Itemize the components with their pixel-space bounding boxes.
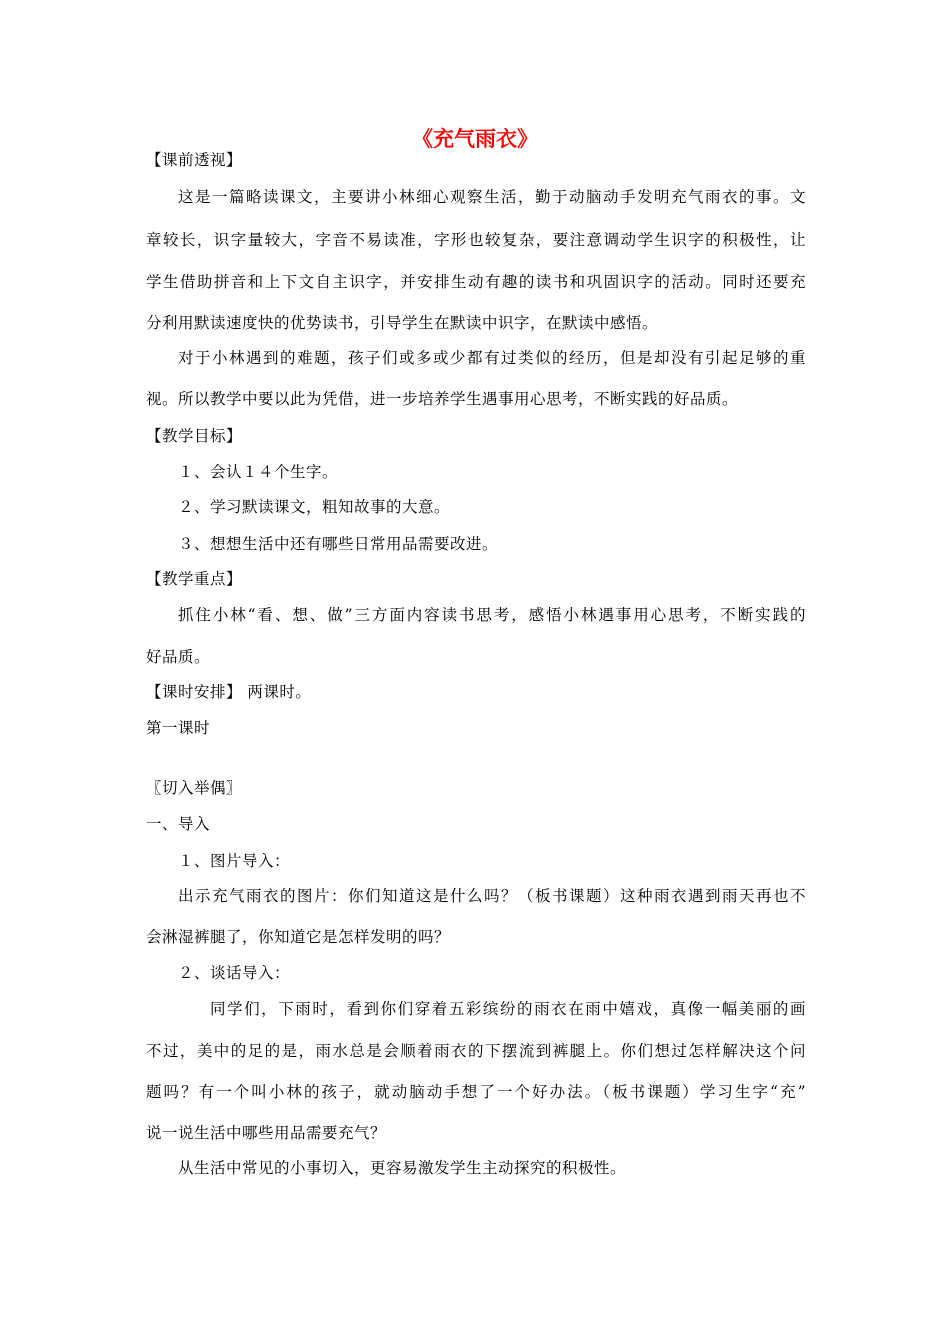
focus-heading: 【教学重点】 — [146, 570, 243, 588]
intro-1-line-2: 会淋湿裤腿了，你知道它是怎样发明的吗？ — [146, 928, 451, 946]
goal-item-1: １、会认１４个生字。 — [178, 463, 339, 481]
goals-heading: 【教学目标】 — [146, 427, 243, 445]
preview-heading: 【课前透视】 — [146, 151, 243, 169]
goal-item-2: ２、学习默读课文，粗知故事的大意。 — [178, 498, 451, 516]
document-title: 《充气雨衣》 — [412, 127, 538, 151]
preview-paragraph-2-line-1: 对于小林遇到的难题，孩子们或多或少都有过类似的经历，但是却没有引起足够的重 — [178, 349, 806, 367]
intro-2-line-2: 不过，美中的足的是，雨水总是会顺着雨衣的下摆流到裤腿上。你们想过怎样解决这个问 — [146, 1042, 806, 1060]
intro-item-1: １、图片导入： — [178, 852, 291, 870]
focus-line-2: 好品质。 — [146, 648, 211, 666]
preview-paragraph-2-line-2: 视。所以教学中要以此为凭借，进一步培养学生遇事用心思考，不断实践的好品质。 — [146, 390, 739, 408]
preview-paragraph-1-line-4: 分利用默读速度快的优势读书，引导学生在默读中识字，在默读中感悟。 — [146, 314, 659, 332]
lesson-one-heading: 第一课时 — [146, 719, 211, 737]
entry-heading: 〖切入举偶〗 — [146, 779, 243, 797]
intro-2-line-1: 同学们，下雨时，看到你们穿着五彩缤纷的雨衣在雨中嬉戏，真像一幅美丽的画 — [210, 1000, 806, 1018]
intro-1-line-1: 出示充气雨衣的图片：你们知道这是什么吗？（板书课题）这种雨衣遇到雨天再也不 — [178, 887, 806, 905]
focus-line-1: 抓住小林“看、想、做”三方面内容读书思考，感悟小林遇事用心思考，不断实践的 — [178, 606, 806, 624]
intro-2-line-3: 题吗？有一个叫小林的孩子，就动脑动手想了一个好办法。（板书课题）学习生字“充” — [146, 1083, 806, 1101]
preview-paragraph-1-line-1: 这是一篇略读课文，主要讲小林细心观察生活，勤于动脑动手发明充气雨衣的事。文 — [178, 188, 806, 206]
intro-heading: 一、导入 — [146, 815, 211, 833]
schedule-line: 【课时安排】 两课时。 — [146, 683, 312, 701]
preview-paragraph-1-line-2: 章较长，识字量较大，字音不易读准，字形也较复杂，要注意调动学生识字的积极性，让 — [146, 231, 806, 249]
preview-paragraph-1-line-3: 学生借助拼音和上下文自主识字，并安排生动有趣的读书和巩固识字的活动。同时还要充 — [146, 273, 806, 291]
intro-item-2: ２、谈话导入： — [178, 964, 291, 982]
intro-2-line-4: 说一说生活中哪些用品需要充气？ — [146, 1124, 387, 1142]
closing-line: 从生活中常见的小事切入，更容易激发学生主动探究的积极性。 — [178, 1159, 627, 1177]
goal-item-3: ３、想想生活中还有哪些日常用品需要改进。 — [178, 535, 499, 553]
